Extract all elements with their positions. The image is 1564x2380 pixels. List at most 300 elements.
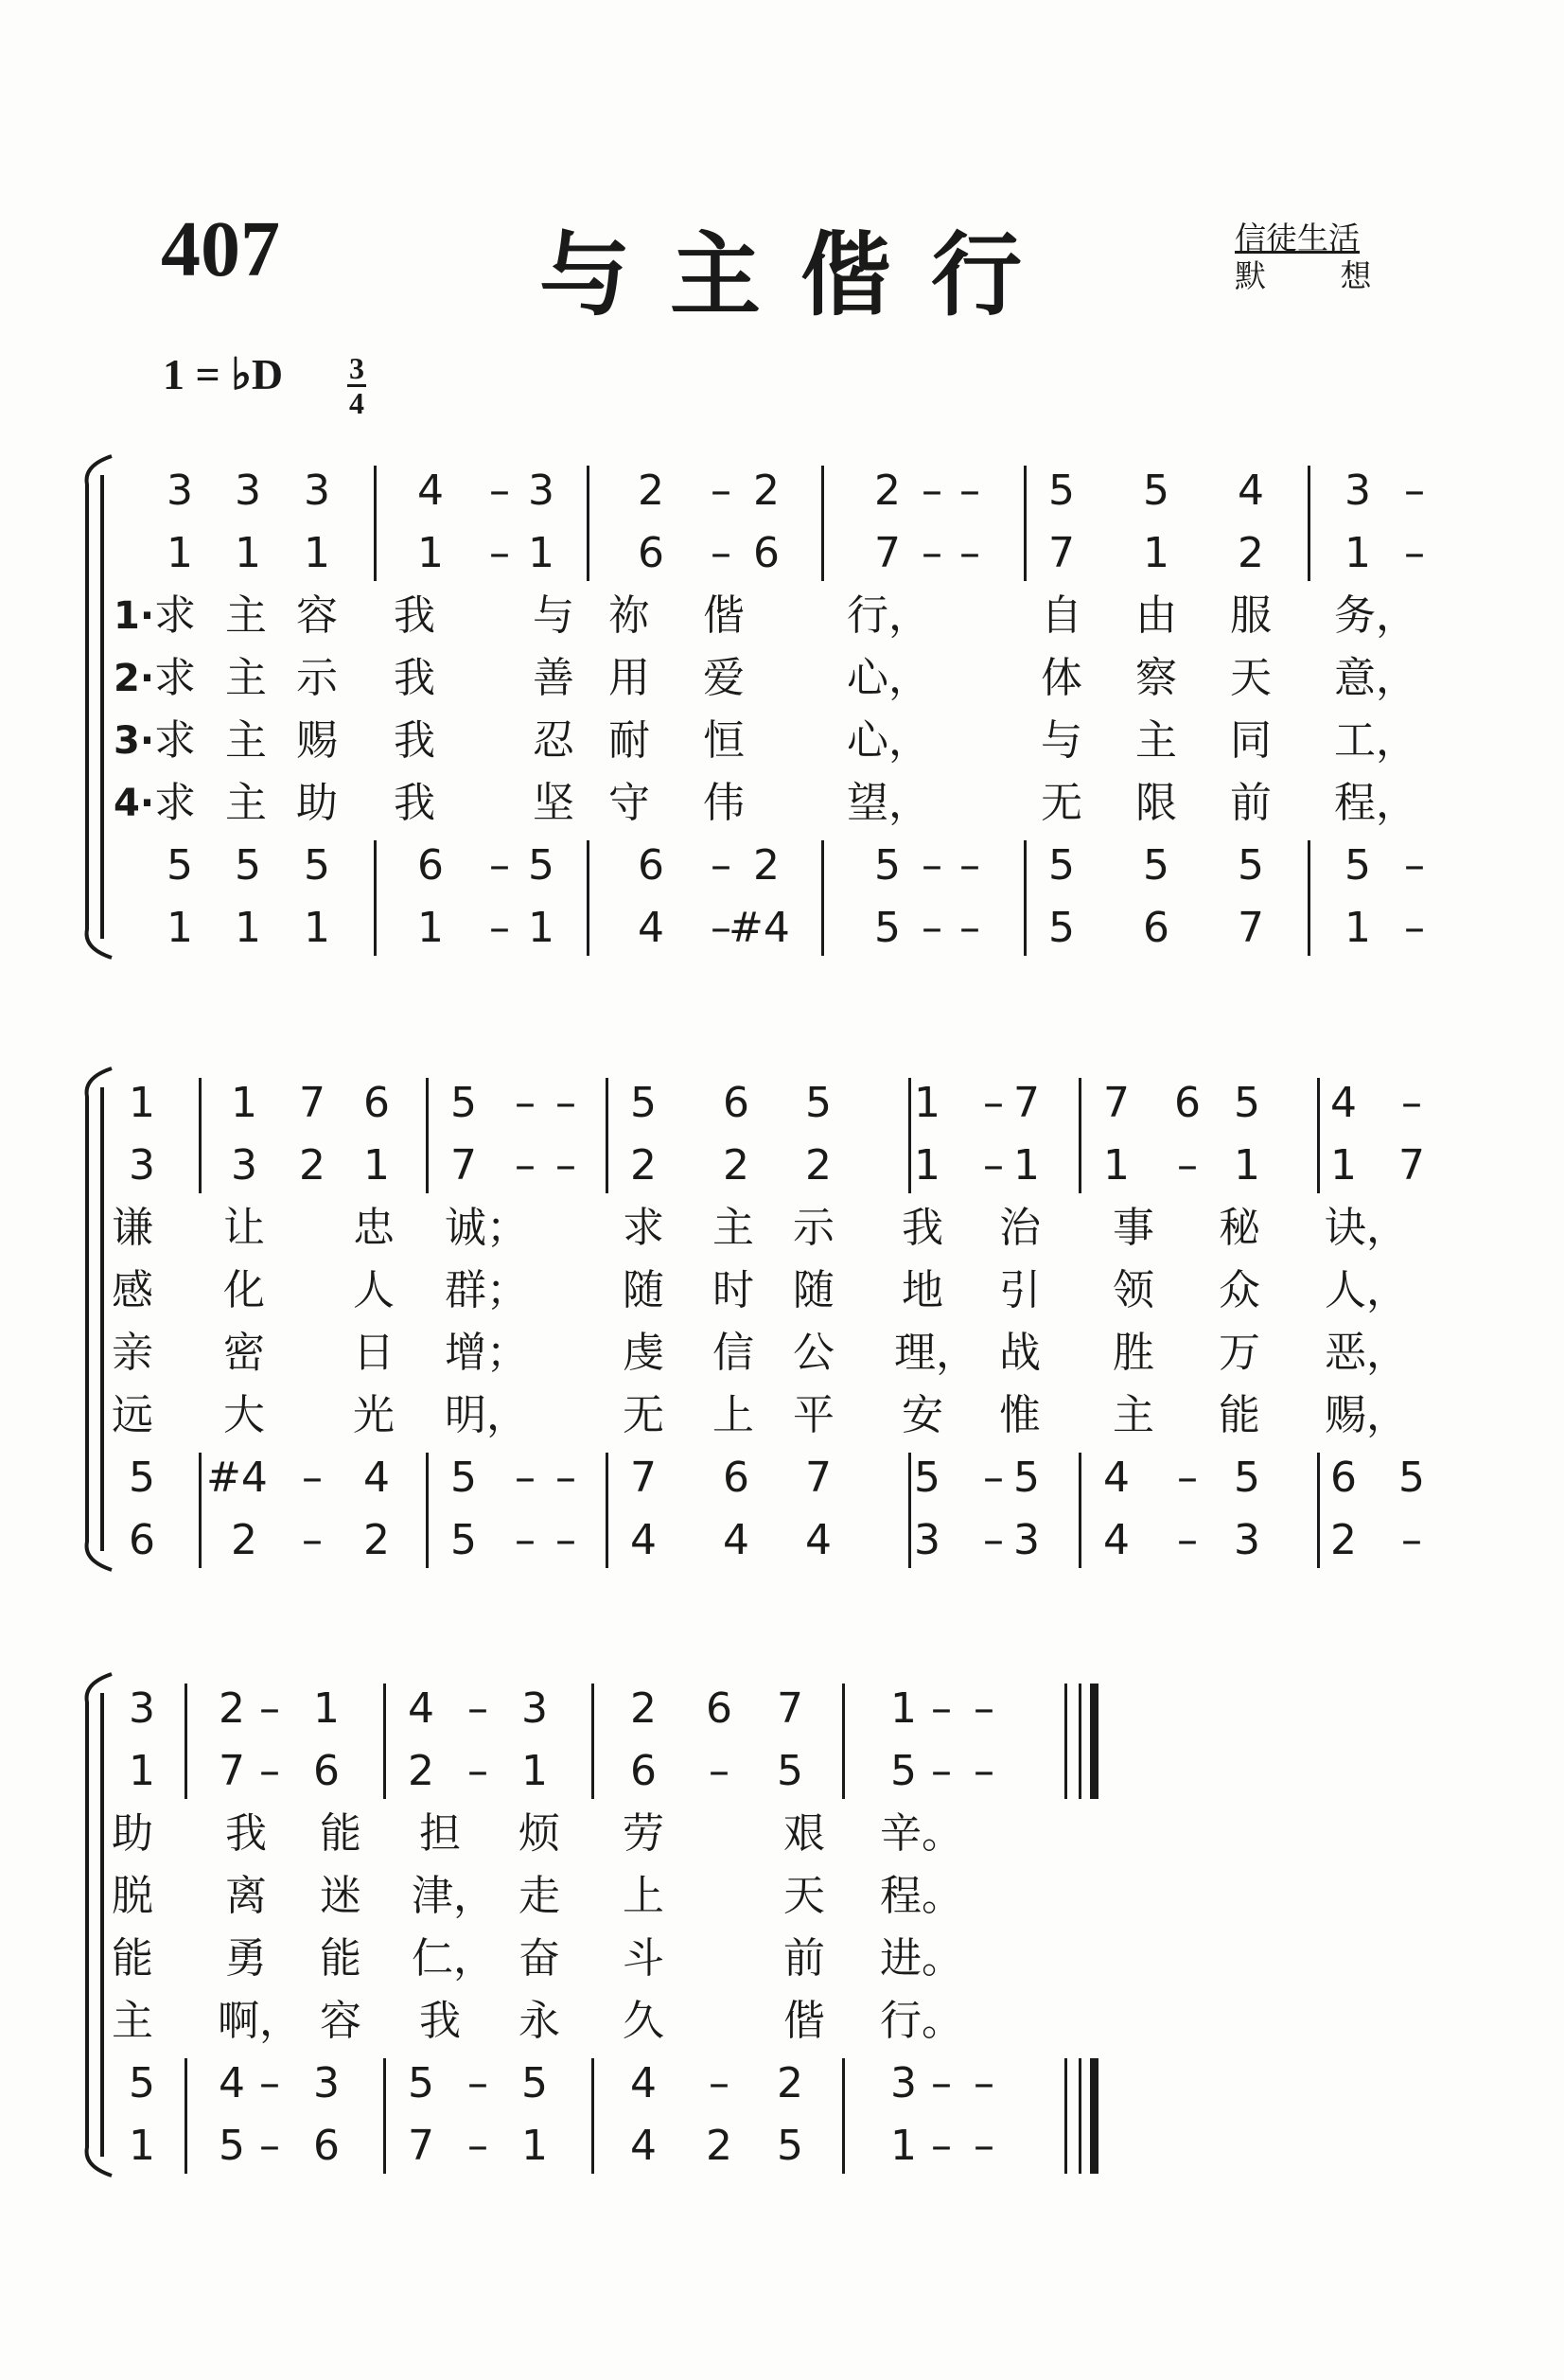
soprano-note: 3 (528, 467, 554, 515)
alto-note: 7 (219, 1747, 245, 1795)
lyric-syllable: 前 (783, 1934, 825, 1983)
soprano-note: – (259, 1684, 280, 1733)
lyric-syllable: 耐 (608, 716, 650, 765)
lyric-syllable: 安 (902, 1391, 943, 1439)
soprano-note: 6 (706, 1684, 732, 1733)
soprano-note: 4 (1238, 467, 1264, 515)
lyric-syllable: 望， (847, 779, 930, 827)
lyric-syllable: 明， (445, 1391, 528, 1439)
bass-note: 1 (528, 904, 554, 952)
lyric-syllable: 祢 (608, 591, 650, 640)
alto-note: 2 (408, 1747, 434, 1795)
barline (842, 1684, 845, 1799)
barline (1024, 466, 1027, 581)
barline (606, 1453, 608, 1568)
lyric-syllable: 求 (154, 591, 196, 640)
soprano-note: 3 (521, 1684, 548, 1733)
verse-number: 4· (114, 782, 155, 825)
alto-note: 7 (874, 529, 901, 577)
lyric-syllable: 坚 (533, 779, 574, 827)
soprano-note: – (555, 1079, 576, 1127)
soprano-note: 1 (313, 1684, 340, 1733)
lyric-syllable: 由 (1135, 591, 1177, 640)
soprano-note: 2 (219, 1684, 245, 1733)
lyric-syllable: 永 (518, 1997, 560, 2045)
bass-note: – (922, 904, 942, 952)
barline (1317, 1078, 1320, 1193)
bass-note: 5 (874, 904, 901, 952)
alto-note: – (489, 529, 510, 577)
tenor-note: 4 (630, 2059, 657, 2107)
lyric-syllable: 上 (712, 1391, 754, 1439)
bass-note: 2 (231, 1516, 257, 1564)
lyric-syllable: 勇 (225, 1934, 267, 1983)
lyric-syllable: 离 (225, 1872, 267, 1920)
lyric-syllable: 久 (623, 1997, 664, 2045)
lyric-syllable: 主 (225, 654, 267, 702)
tenor-note: – (259, 2059, 280, 2107)
lyric-syllable: 助 (112, 1809, 153, 1858)
soprano-note: 7 (777, 1684, 803, 1733)
bass-note: – (555, 1516, 576, 1564)
lyric-syllable: 我 (394, 779, 435, 827)
soprano-note: 1 (890, 1684, 917, 1733)
barline (821, 840, 824, 956)
time-bottom: 4 (349, 386, 364, 420)
barline (383, 1684, 386, 1799)
alto-note: 1 (521, 1747, 548, 1795)
lyric-syllable: 我 (394, 654, 435, 702)
lyric-syllable: 迷 (320, 1872, 361, 1920)
lyric-syllable: 远 (112, 1391, 153, 1439)
soprano-note: 1 (129, 1079, 155, 1127)
lyric-syllable: 偕 (783, 1997, 825, 2045)
lyric-syllable: 人， (1325, 1266, 1408, 1314)
bass-note: 4 (630, 1516, 657, 1564)
alto-note: 1 (1143, 529, 1169, 577)
lyric-syllable: 我 (394, 716, 435, 765)
lyric-syllable: 服 (1230, 591, 1272, 640)
bass-note: 3 (914, 1516, 940, 1564)
barline (821, 466, 824, 581)
soprano-note: 4 (417, 467, 444, 515)
lyric-syllable: 用 (608, 654, 650, 702)
lyric-syllable: 信 (712, 1329, 754, 1377)
alto-note: 1 (1013, 1141, 1040, 1190)
tenor-note: 5 (528, 841, 554, 890)
tenor-note: – (489, 841, 510, 890)
bass-note: – (931, 2122, 952, 2170)
lyric-syllable: 主 (1135, 716, 1177, 765)
tenor-note: – (931, 2059, 952, 2107)
tenor-note: – (983, 1454, 1004, 1502)
lyric-syllable: 津， (412, 1872, 495, 1920)
lyric-syllable: 主 (225, 779, 267, 827)
soprano-note: 6 (1174, 1079, 1201, 1127)
verse-number: 3· (114, 719, 155, 763)
tenor-note: 6 (417, 841, 444, 890)
alto-note: – (974, 1747, 994, 1795)
lyric-syllable: 脱 (112, 1872, 153, 1920)
bass-note: – (974, 2122, 994, 2170)
alto-note: 2 (805, 1141, 832, 1190)
lyric-syllable: 行， (847, 591, 930, 640)
lyric-syllable: 示 (793, 1204, 835, 1252)
category-label: 信徒生活 (1235, 220, 1360, 256)
lyric-syllable: 虔 (623, 1329, 664, 1377)
lyric-syllable: 心， (847, 716, 930, 765)
barline (1024, 840, 1027, 956)
tenor-note: – (974, 2059, 994, 2107)
bass-note: – (1177, 1516, 1198, 1564)
soprano-note: – (467, 1684, 488, 1733)
lyric-syllable: 奋 (518, 1934, 560, 1983)
bass-note: 1 (417, 904, 444, 952)
lyric-syllable: 求 (154, 654, 196, 702)
lyric-syllable: 仁， (412, 1934, 495, 1983)
bass-note: 1 (167, 904, 193, 952)
bass-note: 5 (450, 1516, 477, 1564)
bass-note: 1 (890, 2122, 917, 2170)
alto-note: 5 (777, 1747, 803, 1795)
soprano-note: – (922, 467, 942, 515)
lyric-syllable: 诀， (1325, 1204, 1408, 1252)
soprano-note: 2 (874, 467, 901, 515)
tenor-note: 4 (1103, 1454, 1130, 1502)
bass-note: 4 (638, 904, 664, 952)
bass-note: 3 (1234, 1516, 1260, 1564)
bass-note: 4 (1103, 1516, 1130, 1564)
lyric-syllable: 辛。 (880, 1809, 963, 1858)
lyric-syllable: 善 (533, 654, 574, 702)
lyric-syllable: 时 (712, 1266, 754, 1314)
tenor-note: 7 (630, 1454, 657, 1502)
bass-note: 2 (706, 2122, 732, 2170)
alto-note: 1 (417, 529, 444, 577)
soprano-note: 3 (167, 467, 193, 515)
lyric-syllable: 增； (445, 1329, 528, 1377)
lyric-syllable: 赐 (296, 716, 338, 765)
alto-note: – (1177, 1141, 1198, 1190)
tenor-note: 4 (219, 2059, 245, 2107)
tenor-note: 4 (363, 1454, 390, 1502)
tenor-note: – (959, 841, 980, 890)
barline (426, 1078, 429, 1193)
bass-note: – (1404, 904, 1425, 952)
alto-note: – (922, 529, 942, 577)
bass-note: – (467, 2122, 488, 2170)
lyric-syllable: 让 (223, 1204, 265, 1252)
bass-note: 6 (313, 2122, 340, 2170)
alto-note: 1 (1330, 1141, 1357, 1190)
bass-note: 1 (521, 2122, 548, 2170)
lyric-syllable: 公 (793, 1329, 835, 1377)
soprano-note: – (974, 1684, 994, 1733)
alto-note: 1 (304, 529, 330, 577)
lyric-syllable: 容 (320, 1997, 361, 2045)
lyric-syllable: 主 (225, 591, 267, 640)
lyric-syllable: 走 (518, 1872, 560, 1920)
tenor-note: 5 (521, 2059, 548, 2107)
tenor-note: 2 (777, 2059, 803, 2107)
time-signature (346, 352, 367, 419)
lyric-syllable: 伟 (703, 779, 745, 827)
final-barline-thick (1090, 1684, 1098, 1799)
lyric-syllable: 人 (353, 1266, 395, 1314)
alto-note: 1 (528, 529, 554, 577)
lyric-syllable: 忍 (533, 716, 574, 765)
lyric-syllable: 密 (223, 1329, 265, 1377)
alto-note: 2 (723, 1141, 749, 1190)
lyric-syllable: 能 (320, 1934, 361, 1983)
barline (1079, 1453, 1081, 1568)
alto-note: – (467, 1747, 488, 1795)
bass-note: – (489, 904, 510, 952)
soprano-note: 2 (753, 467, 780, 515)
barline (606, 1078, 608, 1193)
tenor-note: 5 (1344, 841, 1371, 890)
lyric-syllable: 秘 (1219, 1204, 1260, 1252)
soprano-note: – (983, 1079, 1004, 1127)
soprano-note: – (489, 467, 510, 515)
tenor-note: 5 (129, 2059, 155, 2107)
lyric-syllable: 随 (793, 1266, 835, 1314)
tenor-note: 6 (723, 1454, 749, 1502)
lyric-syllable: 求 (154, 779, 196, 827)
soprano-note: 7 (1103, 1079, 1130, 1127)
alto-note: 5 (890, 1747, 917, 1795)
alto-note: 7 (1398, 1141, 1425, 1190)
alto-note: 2 (299, 1141, 325, 1190)
lyric-syllable: 担 (419, 1809, 461, 1858)
tenor-note: 5 (129, 1454, 155, 1502)
lyric-syllable: 自 (1041, 591, 1082, 640)
lyric-syllable: 同 (1230, 716, 1272, 765)
alto-note: 3 (129, 1141, 155, 1190)
alto-note: – (259, 1747, 280, 1795)
lyric-syllable: 艰 (783, 1809, 825, 1858)
alto-note: 6 (753, 529, 780, 577)
alto-note: – (711, 529, 731, 577)
tenor-note: – (1177, 1454, 1198, 1502)
bass-note: 1 (304, 904, 330, 952)
bass-note: – (983, 1516, 1004, 1564)
hymn-title: 与主偕行 (539, 222, 1062, 328)
barline (908, 1078, 911, 1193)
bass-note: 3 (1013, 1516, 1040, 1564)
time-top: 3 (349, 351, 364, 385)
lyric-syllable: 感 (112, 1266, 153, 1314)
barline (374, 466, 377, 581)
soprano-note: – (515, 1079, 536, 1127)
bass-note: 7 (1238, 904, 1264, 952)
lyric-syllable: 领 (1113, 1266, 1154, 1314)
alto-note: 2 (630, 1141, 657, 1190)
tenor-note: 5 (450, 1454, 477, 1502)
lyric-syllable: 治 (999, 1204, 1041, 1252)
lyric-syllable: 啊， (218, 1997, 301, 2045)
lyric-syllable: 斗 (623, 1934, 664, 1983)
barline (199, 1078, 202, 1193)
tenor-note: 5 (914, 1454, 940, 1502)
lyric-syllable: 守 (608, 779, 650, 827)
barline (383, 2058, 386, 2174)
lyric-syllable: 赐， (1325, 1391, 1408, 1439)
barline (374, 840, 377, 956)
tenor-note: 5 (304, 841, 330, 890)
tenor-note: 5 (1013, 1454, 1040, 1502)
tenor-note: 5 (235, 841, 261, 890)
barline (199, 1453, 202, 1568)
lyric-syllable: 主 (225, 716, 267, 765)
barline (587, 466, 589, 581)
final-barline-thick (1090, 2058, 1098, 2174)
lyric-syllable: 上 (623, 1872, 664, 1920)
bass-note: #4 (729, 904, 790, 952)
lyric-syllable: 诚； (445, 1204, 528, 1252)
tenor-note: 2 (753, 841, 780, 890)
alto-note: 1 (167, 529, 193, 577)
bass-note: – (959, 904, 980, 952)
lyric-syllable: 我 (225, 1809, 267, 1858)
tenor-note: – (1404, 841, 1425, 890)
lyric-syllable: 日 (353, 1329, 395, 1377)
bass-note: 4 (723, 1516, 749, 1564)
tenor-note: 5 (874, 841, 901, 890)
soprano-note: 2 (638, 467, 664, 515)
lyric-syllable: 众 (1219, 1266, 1260, 1314)
lyric-syllable: 引 (999, 1266, 1041, 1314)
lyric-syllable: 天 (783, 1872, 825, 1920)
tenor-note: – (709, 2059, 729, 2107)
soprano-note: – (931, 1684, 952, 1733)
author-label: 默 想 (1235, 257, 1404, 294)
barline (185, 1684, 187, 1799)
lyric-syllable: 理， (894, 1329, 977, 1377)
lyric-syllable: 能 (112, 1934, 153, 1983)
lyric-syllable: 谦 (112, 1204, 153, 1252)
lyric-syllable: 平 (793, 1391, 835, 1439)
lyric-syllable: 爱 (703, 654, 745, 702)
alto-note: 1 (914, 1141, 940, 1190)
bass-note: – (302, 1516, 323, 1564)
lyric-syllable: 亲 (112, 1329, 153, 1377)
lyric-syllable: 求 (623, 1204, 664, 1252)
lyric-syllable: 忠 (353, 1204, 395, 1252)
barline (1079, 1078, 1081, 1193)
lyric-syllable: 地 (902, 1266, 943, 1314)
soprano-note: 4 (1330, 1079, 1357, 1127)
tenor-note: 5 (1143, 841, 1169, 890)
bass-note: 7 (408, 2122, 434, 2170)
soprano-note: 5 (1143, 467, 1169, 515)
lyric-syllable: 心， (847, 654, 930, 702)
bass-note: 5 (777, 2122, 803, 2170)
lyric-syllable: 无 (623, 1391, 664, 1439)
lyric-syllable: 我 (394, 591, 435, 640)
lyric-syllable: 主 (112, 1997, 153, 2045)
lyric-syllable: 化 (223, 1266, 265, 1314)
soprano-note: 5 (1048, 467, 1075, 515)
soprano-note: 1 (231, 1079, 257, 1127)
lyric-syllable: 察 (1135, 654, 1177, 702)
bass-note: 1 (1344, 904, 1371, 952)
tenor-note: 7 (805, 1454, 832, 1502)
soprano-note: 5 (630, 1079, 657, 1127)
soprano-note: 5 (805, 1079, 832, 1127)
lyric-syllable: 能 (320, 1809, 361, 1858)
tenor-note: – (467, 2059, 488, 2107)
key-signature: 1 = ♭D (163, 350, 284, 398)
lyric-syllable: 示 (296, 654, 338, 702)
soprano-note: – (1401, 1079, 1422, 1127)
soprano-note: 7 (1013, 1079, 1040, 1127)
barline (587, 840, 589, 956)
lyric-syllable: 我 (419, 1997, 461, 2045)
bass-note: 4 (805, 1516, 832, 1564)
tenor-note: 5 (1048, 841, 1075, 890)
barline (591, 1684, 594, 1799)
barline (591, 2058, 594, 2174)
soprano-note: 4 (408, 1684, 434, 1733)
lyric-syllable: 群； (445, 1266, 528, 1314)
lyric-syllable: 我 (902, 1204, 943, 1252)
bass-note: – (711, 904, 731, 952)
alto-note: – (931, 1747, 952, 1795)
barline (1064, 1684, 1067, 1799)
lyric-syllable: 前 (1230, 779, 1272, 827)
lyric-syllable: 程， (1334, 779, 1417, 827)
bass-note: 1 (235, 904, 261, 952)
barline (1317, 1453, 1320, 1568)
alto-note: – (1404, 529, 1425, 577)
soprano-note: 3 (129, 1684, 155, 1733)
barline (1308, 840, 1310, 956)
soprano-note: 1 (914, 1079, 940, 1127)
soprano-note: – (1404, 467, 1425, 515)
final-barline-thin (1079, 2058, 1081, 2174)
alto-note: 1 (235, 529, 261, 577)
lyric-syllable: 事 (1113, 1204, 1154, 1252)
lyric-syllable: 万 (1219, 1329, 1260, 1377)
lyric-syllable: 烦 (518, 1809, 560, 1858)
lyric-syllable: 劳 (623, 1809, 664, 1858)
bass-note: 5 (219, 2122, 245, 2170)
lyric-syllable: 主 (1113, 1391, 1154, 1439)
lyric-syllable: 大 (223, 1391, 265, 1439)
lyric-syllable: 意， (1334, 654, 1417, 702)
lyric-syllable: 惟 (999, 1391, 1041, 1439)
lyric-syllable: 主 (712, 1204, 754, 1252)
bass-note: – (259, 2122, 280, 2170)
lyric-syllable: 与 (1041, 716, 1082, 765)
soprano-note: – (711, 467, 731, 515)
barline (426, 1453, 429, 1568)
tenor-note: 3 (890, 2059, 917, 2107)
lyric-syllable: 恒 (703, 716, 745, 765)
bass-note: – (515, 1516, 536, 1564)
barline (1308, 466, 1310, 581)
soprano-note: 6 (723, 1079, 749, 1127)
lyric-syllable: 天 (1230, 654, 1272, 702)
soprano-note: – (959, 467, 980, 515)
verse-number: 2· (114, 657, 155, 700)
bass-note: 1 (129, 2122, 155, 2170)
lyric-syllable: 工， (1334, 716, 1417, 765)
soprano-note: 7 (299, 1079, 325, 1127)
verse-number: 1· (114, 594, 155, 638)
lyric-syllable: 战 (999, 1329, 1041, 1377)
